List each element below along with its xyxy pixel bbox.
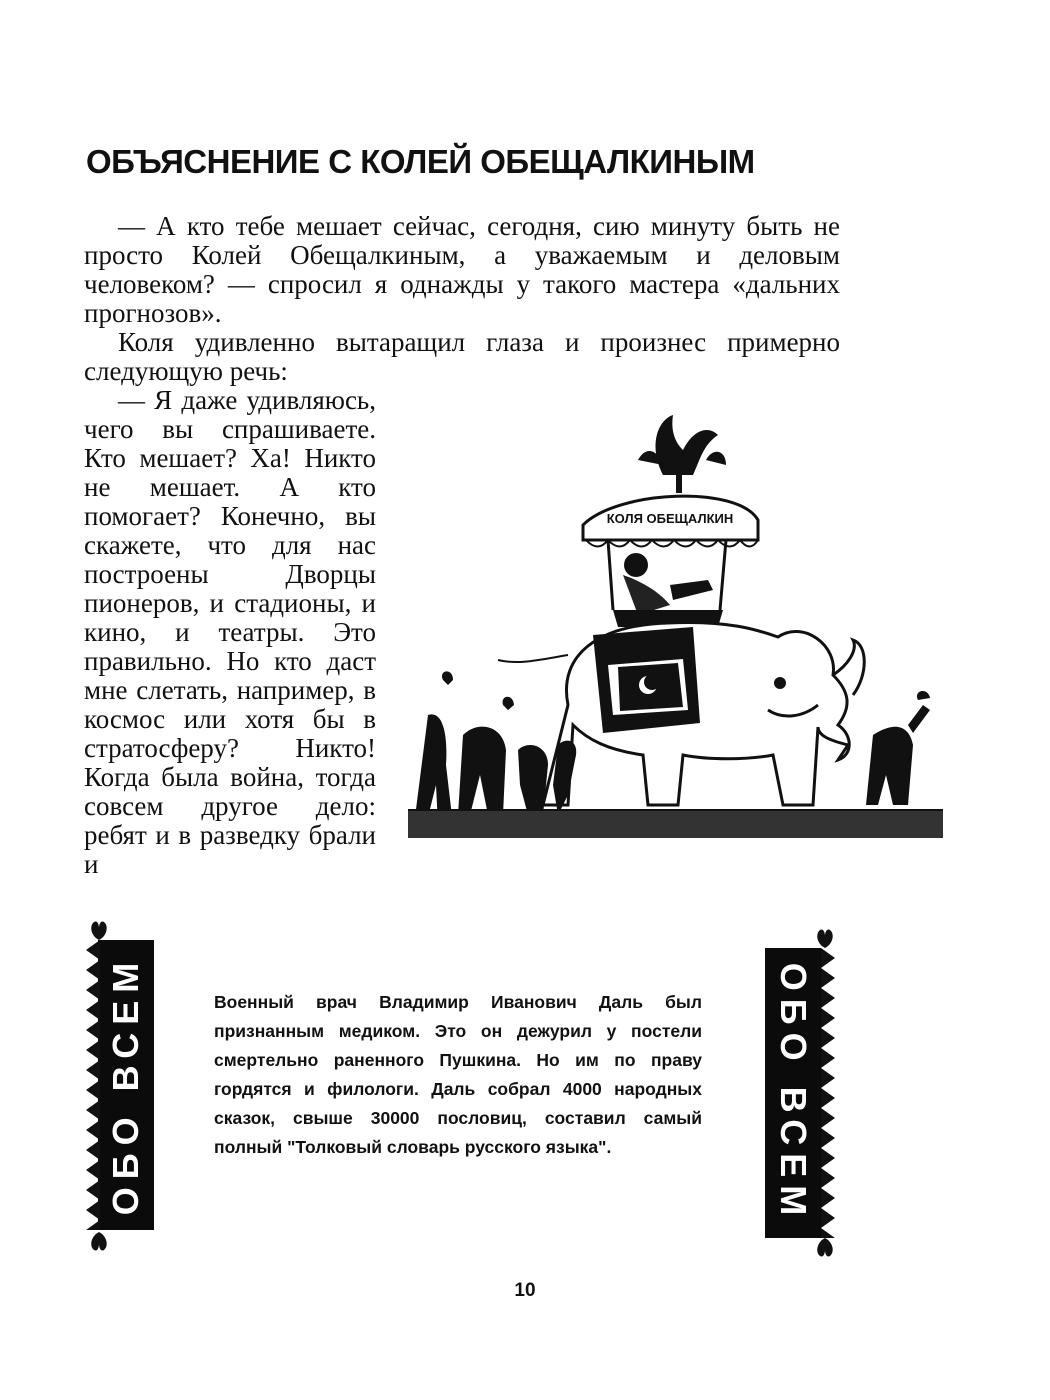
fleuron-icon xyxy=(86,918,112,940)
fleuron-icon xyxy=(812,1238,838,1260)
sidebar-article: Военный врач Владимир Иванович Даль был признанным медиком. Это он дежурил у постели смертельно раненного Пушкина. Но им по праву гордятся и филологи. Даль собрал 4000 народных сказок, свыше 30000 пословиц, составил самый полный "Толковый словарь русского языка". xyxy=(214,992,702,1157)
canopy-sign: КОЛЯ ОБЕЩАЛКИН xyxy=(606,511,734,526)
paragraph-3: — Я даже удивляюсь, чего вы спрашиваете. Кто мешает? Ха! Никто не мешает. А кто помогает? Конечно, вы скажете, что для нас построены Дворцы пионеров, и стадионы, и кино, и театры. Это правильно. Но кто даст мне слетать, например, в космос или хотя бы в стратосферу? Никто! Когда была война, тогда совсем другое дело: ребят и в разведку брали и xyxy=(84,385,376,879)
chapter-title: ОБЪЯСНЕНИЕ С КОЛЕЙ ОБЕЩАЛКИНЫМ xyxy=(86,143,755,180)
paragraph-1: — А кто тебе мешает сейчас, сегодня, сию минуту быть не просто Колей Обещалкиным, а уважаемым и деловым человеком? — спросил я однажды у такого мастера «дальних прогнозов». xyxy=(84,211,840,328)
page-number: 10 xyxy=(514,1280,536,1301)
plume-ornament xyxy=(638,415,726,493)
elephant-illustration xyxy=(408,405,948,850)
ground xyxy=(408,810,943,838)
paragraph-2: Коля удивленно вытаращил глаза и произнес примерно следующую речь: xyxy=(84,327,840,386)
fleuron-icon xyxy=(812,926,838,948)
sidebar-label-text-left: ОБО ВСЕМ xyxy=(105,954,146,1216)
sidebar-label-text-right: ОБО ВСЕМ xyxy=(773,962,814,1224)
rider-figure xyxy=(623,553,713,615)
zigzag-border-right xyxy=(821,948,835,1238)
sidebar-label-left xyxy=(98,940,154,1230)
zigzag-border-left xyxy=(86,940,100,1230)
fleuron-icon xyxy=(86,1232,112,1254)
sidebar-label-right xyxy=(765,948,821,1238)
